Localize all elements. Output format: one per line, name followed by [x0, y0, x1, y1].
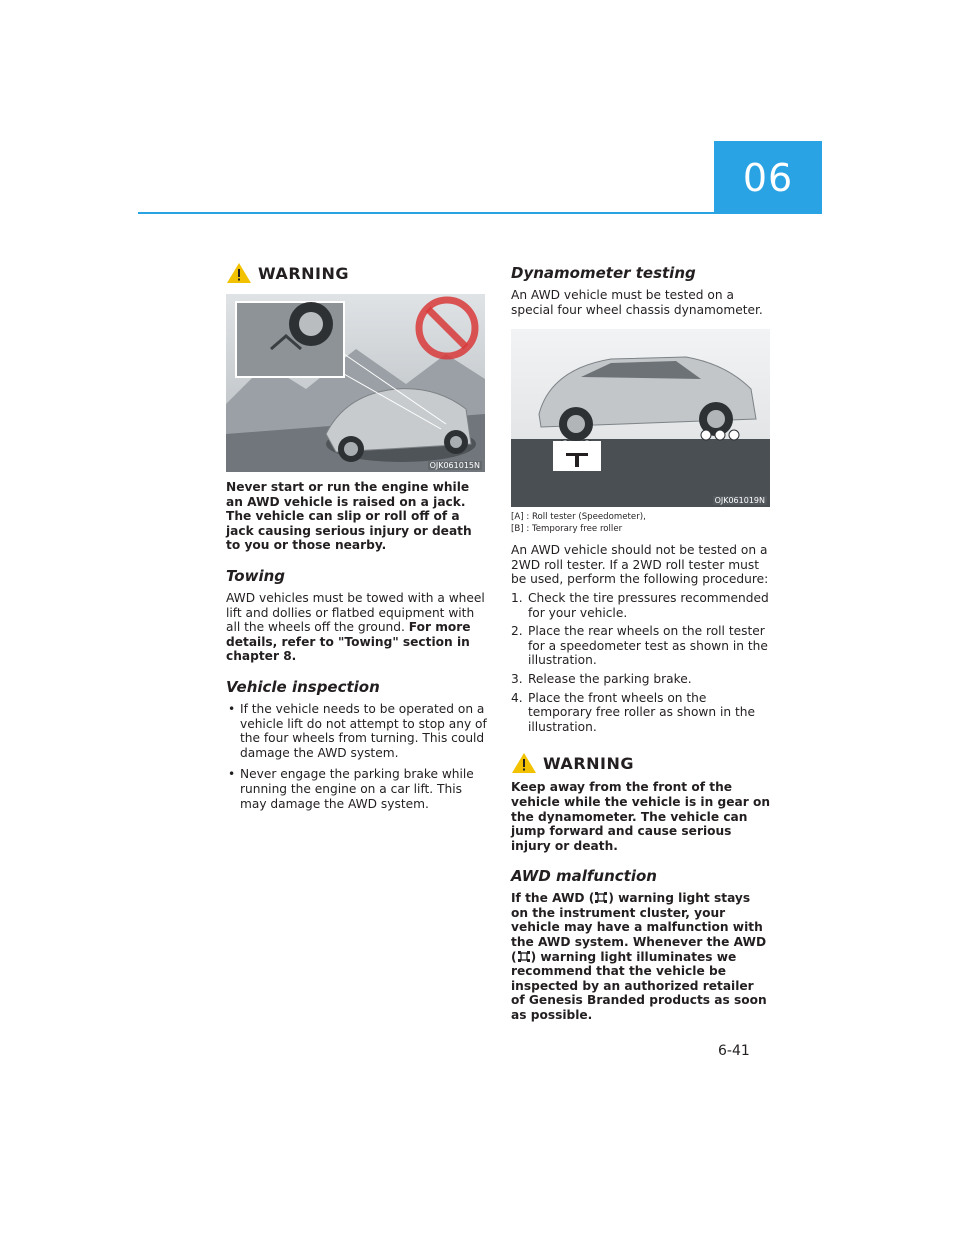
- malfunction-text-part3: ) warning light illuminates we recommend that the vehicle be inspected by an authorized retailer of Genesis Branded products as soon as possible.: [511, 949, 767, 1023]
- awd-warning-icon: [594, 891, 608, 904]
- step-text: Place the front wheels on the temporary free roller as shown in the illustration.: [528, 690, 755, 734]
- step-text: Check the tire pressures recommended for your vehicle.: [528, 590, 769, 620]
- left-column: [226, 262, 488, 818]
- warning-label: WARNING: [258, 263, 349, 283]
- step-number: 2.: [511, 624, 523, 639]
- towing-body: AWD vehicles must be towed with a wheel lift and dollies or flatbed equipment with all the wheels off the ground.: [226, 590, 485, 635]
- dyno-warning-text: Keep away from the front of the vehicle while the vehicle is in gear on the dynamometer. The vehicle can jump forward and cause serious injury or death.: [511, 780, 771, 853]
- warning-heading: [226, 262, 488, 284]
- jack-warning-text: Never start or run the engine while an AWD vehicle is raised on a jack. The vehicle can slip or roll off of a jack causing serious injury or death to you or those nearby.: [226, 480, 472, 553]
- towing-reference: For more details, refer to "Towing" section in chapter 8.: [226, 620, 471, 664]
- malfunction-heading: AWD malfunction: [511, 867, 657, 886]
- right-column: [511, 262, 771, 1023]
- malfunction-text-part1: If the AWD (: [511, 891, 595, 906]
- malfunction-text-part2: ) warning light stays on the instrument cluster, your vehicle may have a malfunction with the AWD system. Whenever the AWD (: [511, 891, 767, 964]
- inspection-list: [226, 702, 488, 811]
- dyno-intro: An AWD vehicle must be tested on a special four wheel chassis dynamometer.: [511, 288, 763, 317]
- step-number: 3.: [511, 671, 523, 686]
- dyno-illustration: [511, 329, 770, 507]
- chapter-tab: 06: [714, 141, 822, 214]
- figure-caption-a: [A] : Roll tester (Speedometer),: [511, 512, 646, 523]
- procedure-steps: [511, 591, 771, 734]
- warning-triangle-icon: [226, 262, 252, 284]
- list-item: [511, 591, 771, 620]
- figure-caption-b: [B] : Temporary free roller: [511, 524, 623, 535]
- jack-warning-figure: [226, 294, 485, 472]
- dyno-text: An AWD vehicle should not be tested on a 2WD roll tester. If a 2WD roll tester must be used, perform the following procedure:: [511, 543, 769, 587]
- step-number: 1.: [511, 590, 523, 605]
- page-number: 6-41: [718, 1043, 750, 1059]
- list-item: [511, 691, 771, 735]
- list-item: • If the vehicle needs to be operated on a vehicle lift do not attempt to stop any of the four wheels from turning. This could damage the AWD system.: [226, 702, 488, 760]
- jack-warning-illustration: [226, 294, 485, 472]
- list-item: • Never engage the parking brake while running the engine on a car lift. This may damage the AWD system.: [226, 767, 488, 811]
- malfunction-text: [511, 891, 771, 1022]
- inspection-heading: Vehicle inspection: [226, 677, 380, 696]
- awd-warning-icon: [517, 950, 531, 963]
- figure-code: OJK061019N: [714, 496, 765, 506]
- dyno-figure: [511, 329, 770, 507]
- step-text: Place the rear wheels on the roll tester for a speedometer test as shown in the illustration.: [528, 624, 768, 668]
- figure-code: OJK061015N: [429, 461, 480, 470]
- warning-label: WARNING: [543, 753, 634, 773]
- header-rule: [138, 212, 714, 214]
- step-number: 4.: [511, 690, 523, 705]
- list-item: [511, 672, 771, 687]
- towing-text: [226, 591, 488, 664]
- dyno-heading: Dynamometer testing: [511, 264, 696, 282]
- towing-heading: Towing: [226, 566, 286, 585]
- warning-heading: [511, 752, 771, 774]
- list-item: [511, 624, 771, 668]
- step-text: Release the parking brake.: [528, 671, 692, 686]
- warning-triangle-icon: [511, 752, 537, 774]
